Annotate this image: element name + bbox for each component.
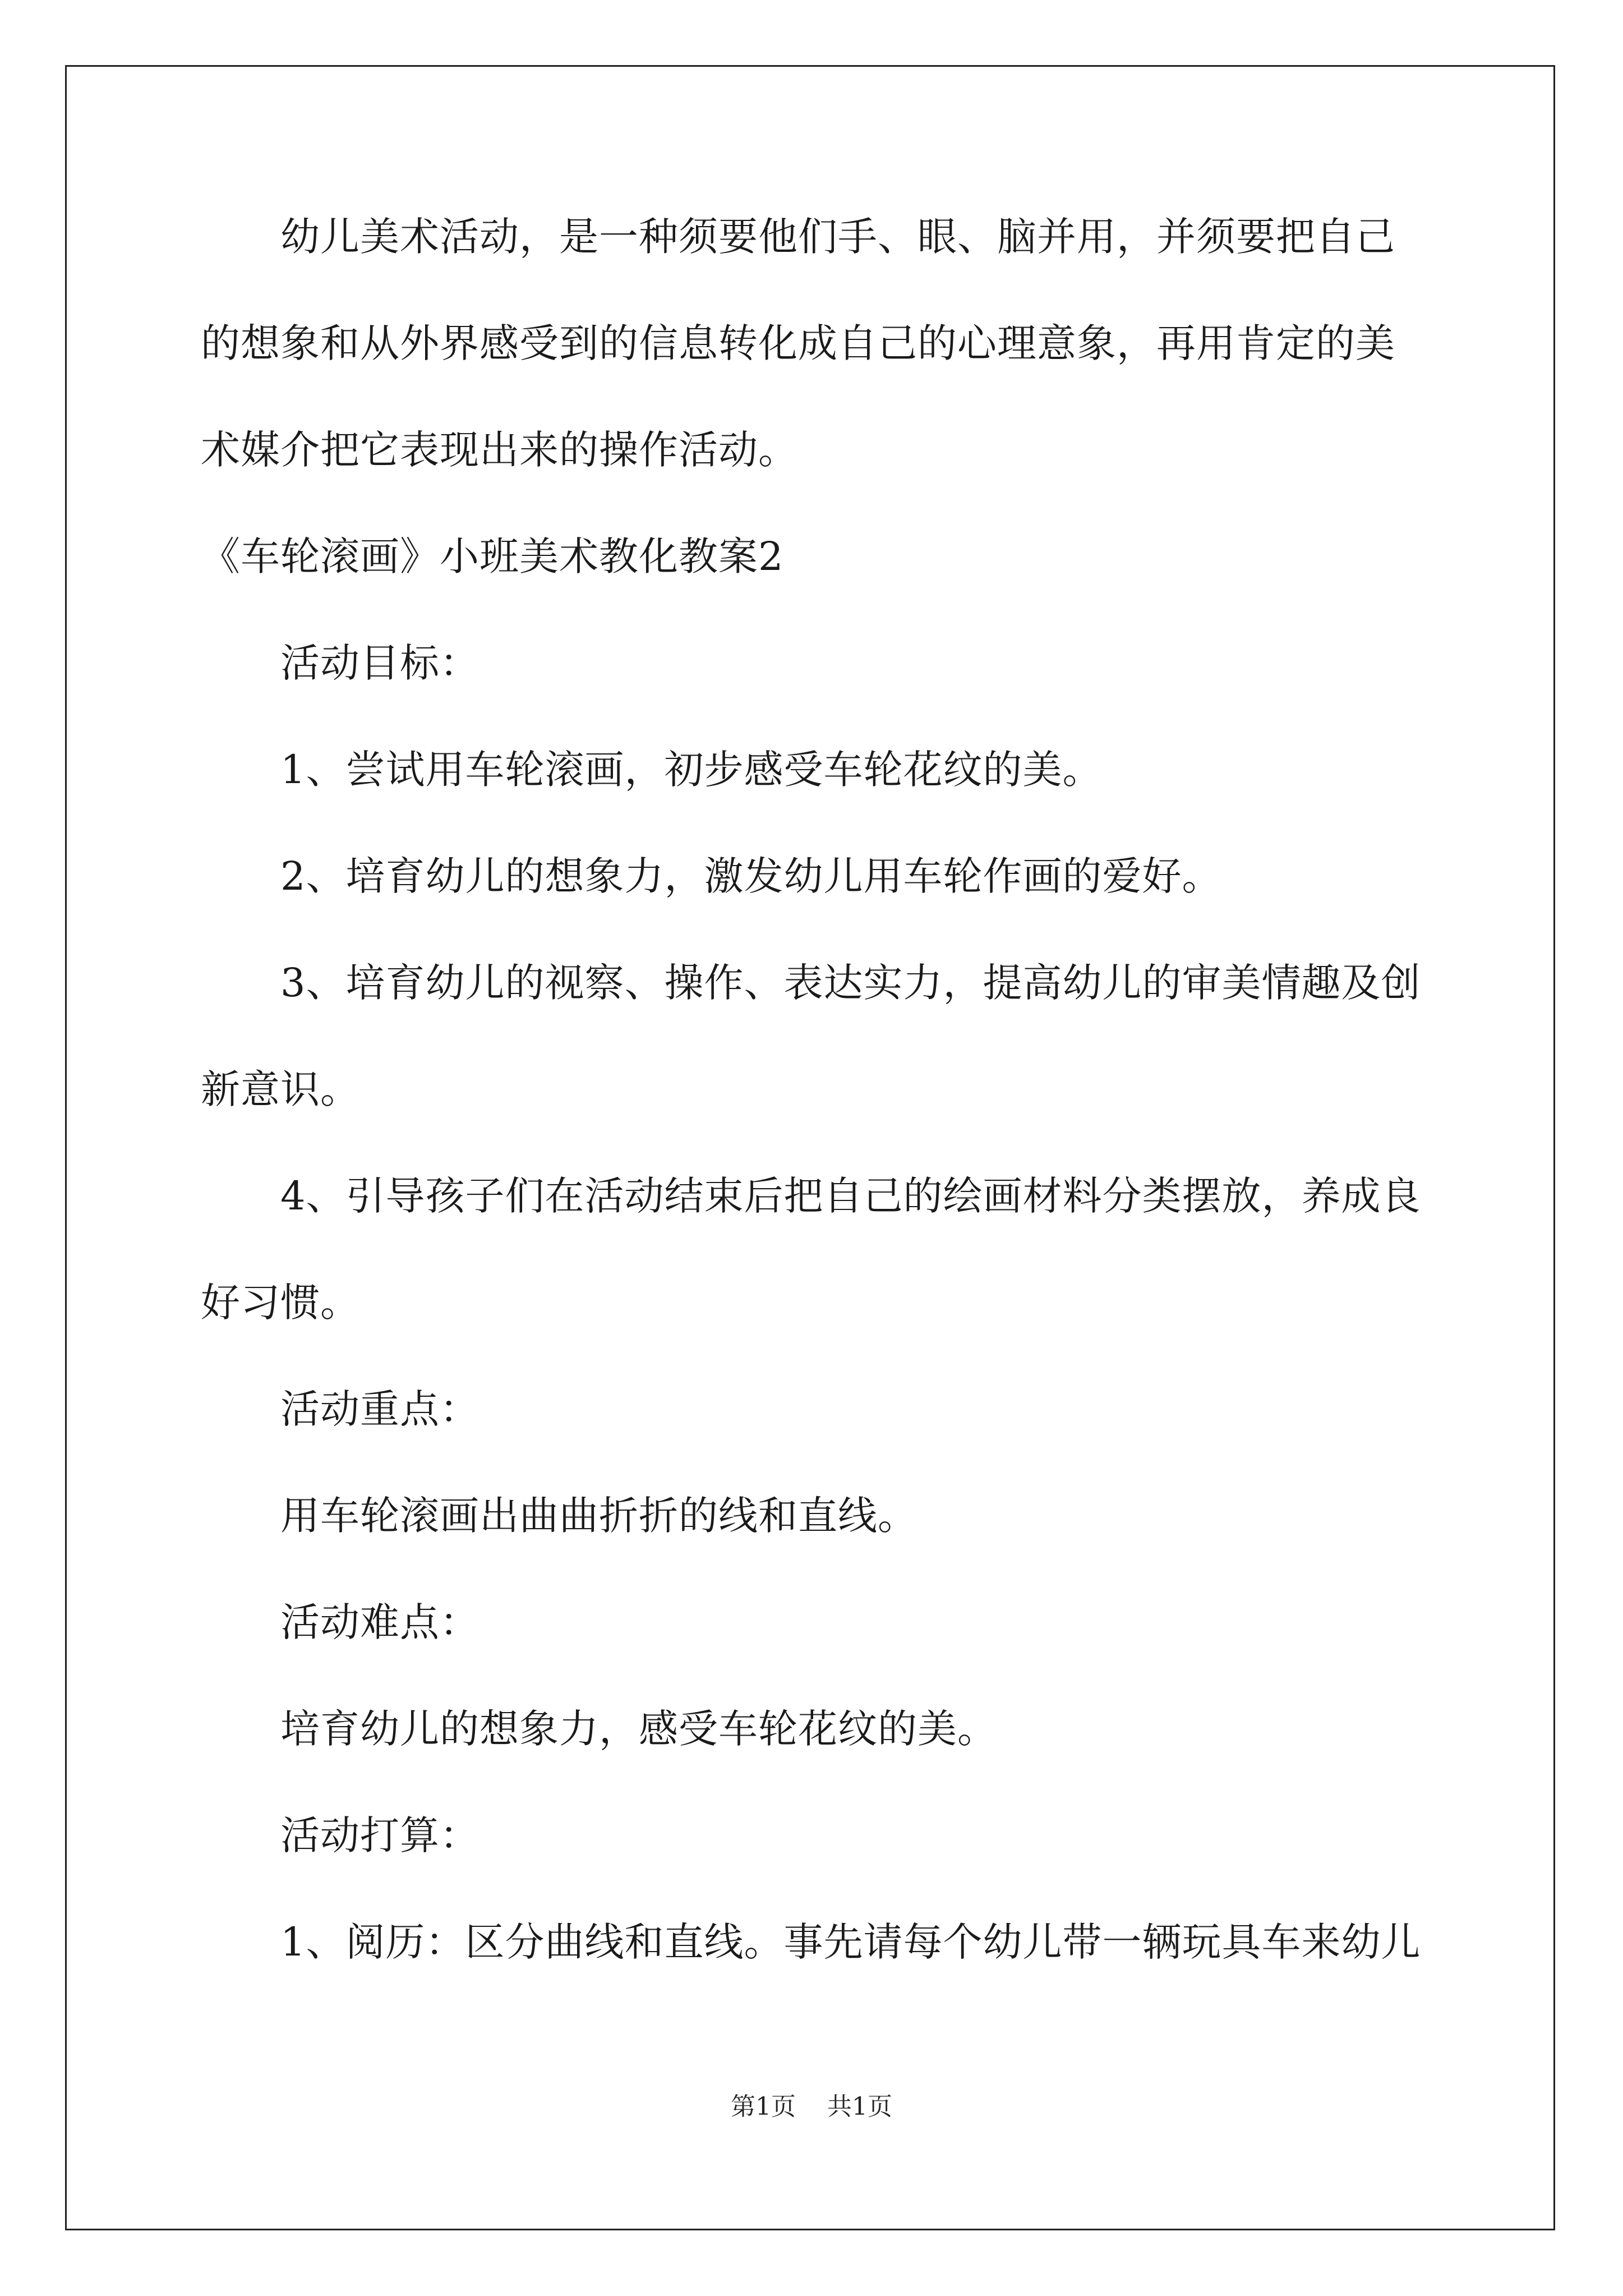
paragraph-line: 的想象和从外界感受到的信息转化成自己的心理意象，再用肯定的美 (201, 320, 1395, 366)
list-item-continuation: 好习惯。 (201, 1280, 360, 1326)
list-item: 4、引导孩子们在活动结束后把自己的绘画材料分类摆放，养成良 (201, 1173, 1421, 1219)
paragraph-line: 术媒介把它表现出来的操作活动。 (201, 427, 798, 473)
subheading: 活动重点： (201, 1386, 479, 1432)
page-total: 共1页 (827, 2092, 892, 2121)
list-item: 1、尝试用车轮滚画，初步感受车轮花纹的美。 (201, 747, 1103, 793)
subheading: 活动打算： (201, 1812, 479, 1858)
list-item-continuation: 新意识。 (201, 1066, 360, 1112)
list-item: 3、培育幼儿的视察、操作、表达实力，提高幼儿的审美情趣及创 (201, 960, 1421, 1006)
page-number: 第1页 (731, 2092, 796, 2121)
list-item: 1、阅历：区分曲线和直线。事先请每个幼儿带一辆玩具车来幼儿 (201, 1919, 1421, 1965)
page-footer (0, 2092, 1623, 2122)
paragraph-line: 幼儿美术活动，是一种须要他们手、眼、脑并用，并须要把自己 (201, 214, 1395, 260)
paragraph-line: 培育幼儿的想象力，感受车轮花纹的美。 (201, 1706, 997, 1752)
subheading: 活动难点： (201, 1599, 479, 1645)
section-heading: 《车轮滚画》小班美术教化教案2 (201, 533, 784, 579)
paragraph-line: 用车轮滚画出曲曲折折的线和直线。 (201, 1493, 917, 1539)
page-border (65, 65, 1555, 2230)
list-item: 2、培育幼儿的想象力，激发幼儿用车轮作画的爱好。 (201, 853, 1222, 899)
subheading: 活动目标： (201, 640, 479, 686)
